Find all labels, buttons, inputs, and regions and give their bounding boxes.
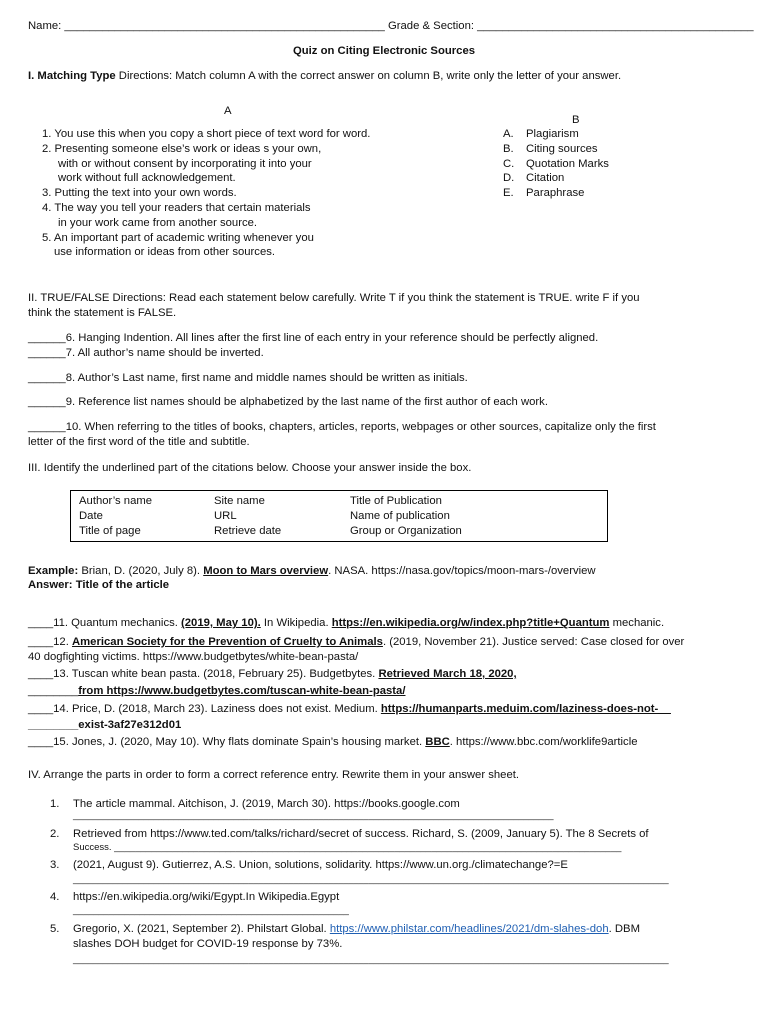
answer-line — [28, 578, 169, 593]
arrange-item-1-answer-line: ________________________________________________________________________________________________ — [73, 810, 554, 820]
column-b-item — [503, 142, 609, 157]
question-13 — [28, 667, 517, 682]
column-a-item: in your work came from another source. — [58, 216, 258, 229]
true-false-item: ______9. Reference list names should be alphabetized by the last name of the first author of each work. — [28, 396, 548, 408]
question-12 — [28, 635, 684, 650]
philstar-link[interactable]: https://www.philstar.com/headlines/2021/dm-slahes-doh — [329, 923, 609, 935]
arrange-item-4-answer-line: ______________________________________________________ — [73, 905, 349, 915]
arrange-item-2-answer-line: Success. ________________________________________________________________________________________________ — [73, 842, 622, 853]
example-text: . NASA. https://nasa.gov/topics/moon-mars-/overview — [328, 565, 596, 577]
arrange-item-4-number: 4. — [50, 891, 60, 903]
example-line — [28, 564, 596, 579]
arrange-item-5-text-part: . DBM — [608, 923, 641, 935]
true-false-item: ______7. All author’s name should be inverted. — [28, 347, 264, 359]
question-15 — [28, 735, 637, 750]
arrange-item-1-number: 1. — [50, 798, 60, 810]
q12-text: 12. — [53, 636, 72, 648]
true-false-item: ______6. Hanging Indention. All lines after the first line of each entry in your reference should be perfectly aligned. — [28, 332, 599, 344]
question-13-cont — [28, 684, 405, 699]
example-label: Example: — [28, 565, 79, 577]
column-a-item: 3. Putting the text into your own words. — [42, 187, 237, 200]
column-b-text: Plagiarism — [526, 128, 579, 140]
box-column-3 — [350, 494, 462, 539]
column-b-list — [503, 127, 609, 201]
part2-heading-line1: II. TRUE/FALSE Directions: Read each statement below carefully. Write T if you think the statement is TRUE. write F if you — [28, 292, 640, 304]
arrange-item-2-text: Retrieved from https://www.ted.com/talks/richard/secret of success. Richard, S. (2009, January 5). The 8 Secrets of — [73, 828, 649, 840]
arrange-item-3-text: (2021, August 9). Gutierrez, A.S. Union, solutions, solidarity. https://www.un.org./climatechange?=E — [73, 859, 568, 871]
arrange-item-5-number: 5. — [50, 923, 60, 935]
part3-heading: III. Identify the underlined part of the citations below. Choose your answer inside the box. — [28, 462, 472, 474]
example-text: Brian, D. (2020, July 8). — [78, 565, 204, 577]
column-a-item: with or without consent by incorporating it into your — [58, 157, 312, 170]
example-underlined: Moon to Mars overview — [203, 565, 329, 577]
column-b-text: Citation — [526, 172, 565, 185]
true-false-item: ______10. When referring to the titles of books, chapters, articles, reports, webpages or other sources, capitalize only the first — [28, 421, 656, 433]
column-a-item: use information or ideas from other sources. — [54, 246, 276, 259]
q14-underlined: https://humanparts.meduim.com/laziness-does-not-__ — [380, 703, 671, 715]
true-false-item-cont: letter of the first word of the title and subtitle. — [28, 436, 250, 448]
choice-title-of-page: Title of page — [79, 525, 141, 537]
q13-text: ____13. Tuscan white bean pasta. (2018, February 25). Budgetbytes. — [28, 668, 379, 680]
question-14-cont: ________exist-3af27e312d01 — [28, 719, 182, 731]
part4-heading: IV. Arrange the parts in order to form a correct reference entry. Rewrite them in your answer sheet. — [28, 769, 520, 781]
page-title: Quiz on Citing Electronic Sources — [292, 45, 476, 57]
column-a-item: 4. The way you tell your readers that certain materials — [42, 201, 311, 214]
q12-blank: ____ — [28, 636, 54, 648]
question-12-cont: 40 dogfighting victims. https://www.budgetbytes/white-bean-pasta/ — [28, 651, 359, 663]
q15-text: ____15. Jones, J. (2020, May 10). Why flats dominate Spain’s housing market. — [28, 736, 426, 748]
part1-heading — [28, 69, 621, 84]
q14-text: ____14. Price, D. (2018, March 23). Laziness does not exist. Medium. — [28, 703, 381, 715]
q11-text: ____11. Quantum mechanics. — [28, 617, 182, 629]
box-column-1 — [79, 494, 152, 539]
q13-underlined: from https://www.budgetbytes.com/tuscan-white-bean-pasta/ — [78, 685, 406, 697]
column-b-letter: C. — [503, 157, 515, 170]
arrange-item-3-answer-line: _______________________________________________________________________________________________________________________ — [73, 874, 669, 884]
arrange-item-1-text: The article mammal. Aitchison, J. (2019, March 30). https://books.google.com — [73, 798, 460, 810]
column-b-letter: B. — [503, 142, 514, 155]
name-grade-line: Name: ___________________________________________________ Grade & Section: ____________________________________________ — [28, 20, 754, 32]
arrange-item-5-text-part: Gregorio, X. (2021, September 2). Philstart Global. — [73, 923, 330, 935]
true-false-item: ______8. Author’s Last name, first name and middle names should be written as initials. — [28, 372, 468, 384]
arrange-item-5-answer-line: _______________________________________________________________________________________________________________________ — [73, 954, 669, 964]
column-b-text: Citing sources — [526, 142, 598, 155]
q13-underlined: Retrieved March 18, 2020, — [378, 668, 517, 680]
part1-directions: Directions: Match column A with the correct answer on column B, write only the letter of your answer. — [115, 70, 622, 82]
arrange-item-2-number: 2. — [50, 828, 60, 840]
part2-heading-line2: think the statement is FALSE. — [28, 307, 177, 319]
column-a-label: A — [224, 105, 232, 117]
column-b-item — [503, 157, 609, 172]
q11-underlined: https://en.wikipedia.org/w/index.php?title+Quantum — [331, 617, 610, 629]
question-14 — [28, 702, 671, 717]
arrange-item-5-text-cont: slashes DOH budget for COVID-19 response by 73%. — [73, 938, 343, 950]
question-11 — [28, 616, 664, 631]
arrange-item-4-text: https://en.wikipedia.org/wiki/Egypt.In Wikipedia.Egypt — [73, 891, 340, 903]
q12-underlined: American Society for the Prevention of Cruelty to Animals — [71, 636, 383, 648]
choice-url: URL — [214, 510, 237, 522]
box-column-2 — [214, 494, 281, 539]
choice-name-of-publication: Name of publication — [350, 510, 450, 522]
part1-heading-label: I. Matching Type — [28, 70, 116, 82]
arrange-item-3-number: 3. — [50, 859, 60, 871]
column-a-list — [42, 127, 370, 260]
column-b-letter: A. — [503, 128, 514, 140]
answer-text: Title of the article — [72, 579, 170, 591]
column-a-item: 2. Presenting someone else’s work or ideas s your own, — [42, 142, 322, 155]
choice-retrieve-date: Retrieve date — [214, 525, 282, 537]
column-a-item: 5. An important part of academic writing whenever you — [42, 231, 314, 244]
choice-group-or-organization: Group or Organization — [350, 525, 462, 537]
q11-text: mechanic. — [609, 617, 665, 629]
arrange-item-5-text — [73, 922, 640, 937]
column-b-item — [503, 186, 609, 201]
choice-author-name: Author’s name — [79, 495, 153, 507]
choice-date: Date — [79, 510, 103, 522]
answer-choices-box — [70, 490, 608, 542]
q11-text: In Wikipedia. — [260, 617, 332, 629]
q15-text: . https://www.bbc.com/worklife9article — [449, 736, 638, 748]
column-b-label: B — [572, 114, 580, 126]
column-b-letter: D. — [503, 172, 515, 185]
column-a-item: work without full acknowledgement. — [58, 172, 236, 185]
answer-label: Answer: — [28, 579, 73, 591]
column-b-item — [503, 127, 609, 142]
q13-blank: ________ — [28, 685, 79, 697]
choice-site-name: Site name — [214, 495, 265, 507]
column-a-item: 1. You use this when you copy a short piece of text word for word. — [42, 128, 371, 140]
q15-underlined: BBC — [425, 736, 450, 748]
column-b-item — [503, 171, 609, 186]
q12-text: . (2019, November 21). Justice served: Case closed for over — [382, 636, 685, 648]
column-b-text: Paraphrase — [526, 187, 585, 200]
choice-title-of-publication: Title of Publication — [350, 495, 442, 507]
q11-underlined: (2019, May 10). — [181, 617, 261, 629]
column-b-text: Quotation Marks — [526, 157, 609, 170]
column-b-letter: E. — [503, 187, 514, 200]
